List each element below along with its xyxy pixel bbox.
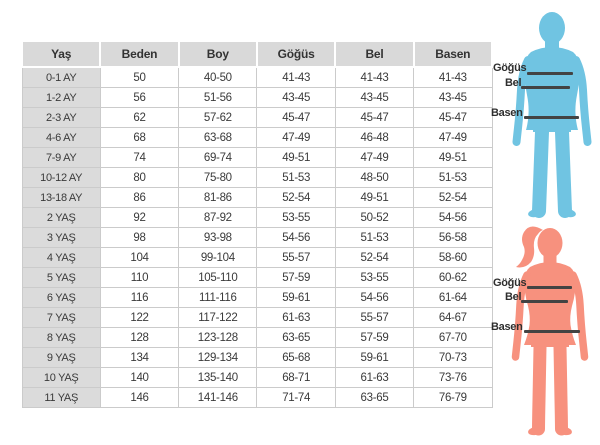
column-header: Yaş xyxy=(22,41,100,67)
age-cell: 5 YAŞ xyxy=(22,268,100,288)
value-cell: 140 xyxy=(100,368,178,388)
value-cell: 134 xyxy=(100,348,178,368)
boy-chest-line xyxy=(527,72,573,75)
value-cell: 87-92 xyxy=(179,208,257,228)
value-cell: 57-59 xyxy=(257,268,335,288)
value-cell: 65-68 xyxy=(257,348,335,368)
age-cell: 10 YAŞ xyxy=(22,368,100,388)
value-cell: 63-65 xyxy=(335,388,413,408)
table-row xyxy=(22,88,492,108)
age-cell: 1-2 AY xyxy=(22,88,100,108)
column-header: Göğüs xyxy=(257,41,335,67)
age-cell: 8 YAŞ xyxy=(22,328,100,348)
table-row xyxy=(22,288,492,308)
value-cell: 71-74 xyxy=(257,388,335,408)
value-cell: 54-56 xyxy=(335,288,413,308)
column-header: Basen xyxy=(414,41,492,67)
value-cell: 128 xyxy=(100,328,178,348)
value-cell: 98 xyxy=(100,228,178,248)
column-header: Bel xyxy=(335,41,413,67)
value-cell: 41-43 xyxy=(335,67,413,88)
girl-waist-line xyxy=(521,300,568,303)
value-cell: 64-67 xyxy=(414,308,492,328)
value-cell: 48-50 xyxy=(335,168,413,188)
value-cell: 110 xyxy=(100,268,178,288)
value-cell: 74 xyxy=(100,148,178,168)
value-cell: 99-104 xyxy=(179,248,257,268)
value-cell: 80 xyxy=(100,168,178,188)
value-cell: 55-57 xyxy=(335,308,413,328)
value-cell: 63-65 xyxy=(257,328,335,348)
table-header-row xyxy=(22,41,492,67)
table-row xyxy=(22,348,492,368)
age-cell: 7-9 AY xyxy=(22,148,100,168)
table-row xyxy=(22,128,492,148)
value-cell: 43-45 xyxy=(257,88,335,108)
value-cell: 41-43 xyxy=(257,67,335,88)
age-cell: 10-12 AY xyxy=(22,168,100,188)
table-row xyxy=(22,388,492,408)
age-cell: 6 YAŞ xyxy=(22,288,100,308)
value-cell: 92 xyxy=(100,208,178,228)
value-cell: 53-55 xyxy=(257,208,335,228)
value-cell: 56-58 xyxy=(414,228,492,248)
value-cell: 45-47 xyxy=(257,108,335,128)
value-cell: 76-79 xyxy=(414,388,492,408)
table-row xyxy=(22,308,492,328)
size-chart-table xyxy=(21,40,493,408)
value-cell: 70-73 xyxy=(414,348,492,368)
value-cell: 67-70 xyxy=(414,328,492,348)
table-row xyxy=(22,188,492,208)
table-row xyxy=(22,328,492,348)
age-cell: 2-3 AY xyxy=(22,108,100,128)
value-cell: 43-45 xyxy=(335,88,413,108)
value-cell: 49-51 xyxy=(257,148,335,168)
value-cell: 53-55 xyxy=(335,268,413,288)
girl-chest-line xyxy=(527,286,572,289)
value-cell: 63-68 xyxy=(179,128,257,148)
value-cell: 68-71 xyxy=(257,368,335,388)
girl-hips-line xyxy=(524,330,580,333)
table-row xyxy=(22,248,492,268)
value-cell: 105-110 xyxy=(179,268,257,288)
value-cell: 57-62 xyxy=(179,108,257,128)
boy-hips-label: Basen xyxy=(491,107,523,119)
value-cell: 41-43 xyxy=(414,67,492,88)
value-cell: 54-56 xyxy=(414,208,492,228)
value-cell: 57-59 xyxy=(335,328,413,348)
value-cell: 47-49 xyxy=(414,128,492,148)
value-cell: 61-63 xyxy=(335,368,413,388)
value-cell: 49-51 xyxy=(414,148,492,168)
value-cell: 129-134 xyxy=(179,348,257,368)
table-row xyxy=(22,67,492,88)
value-cell: 104 xyxy=(100,248,178,268)
value-cell: 51-53 xyxy=(257,168,335,188)
value-cell: 52-54 xyxy=(335,248,413,268)
value-cell: 146 xyxy=(100,388,178,408)
table-row xyxy=(22,368,492,388)
table-row xyxy=(22,228,492,248)
value-cell: 61-63 xyxy=(257,308,335,328)
boy-hips-line xyxy=(524,116,579,119)
value-cell: 50 xyxy=(100,67,178,88)
value-cell: 47-49 xyxy=(335,148,413,168)
value-cell: 86 xyxy=(100,188,178,208)
table-row xyxy=(22,148,492,168)
value-cell: 50-52 xyxy=(335,208,413,228)
boy-chest-label: Göğüs xyxy=(493,62,527,74)
value-cell: 68 xyxy=(100,128,178,148)
value-cell: 46-48 xyxy=(335,128,413,148)
value-cell: 45-47 xyxy=(414,108,492,128)
column-header: Beden xyxy=(100,41,178,67)
value-cell: 47-49 xyxy=(257,128,335,148)
table-row xyxy=(22,208,492,228)
value-cell: 61-64 xyxy=(414,288,492,308)
value-cell: 123-128 xyxy=(179,328,257,348)
column-header: Boy xyxy=(179,41,257,67)
value-cell: 62 xyxy=(100,108,178,128)
value-cell: 59-61 xyxy=(335,348,413,368)
value-cell: 122 xyxy=(100,308,178,328)
girl-waist-label: Bel xyxy=(505,291,522,303)
age-cell: 2 YAŞ xyxy=(22,208,100,228)
value-cell: 69-74 xyxy=(179,148,257,168)
value-cell: 51-53 xyxy=(335,228,413,248)
value-cell: 45-47 xyxy=(335,108,413,128)
value-cell: 51-56 xyxy=(179,88,257,108)
value-cell: 93-98 xyxy=(179,228,257,248)
value-cell: 111-116 xyxy=(179,288,257,308)
value-cell: 56 xyxy=(100,88,178,108)
age-cell: 4-6 AY xyxy=(22,128,100,148)
table-row xyxy=(22,268,492,288)
value-cell: 49-51 xyxy=(335,188,413,208)
value-cell: 117-122 xyxy=(179,308,257,328)
value-cell: 59-61 xyxy=(257,288,335,308)
age-cell: 3 YAŞ xyxy=(22,228,100,248)
value-cell: 55-57 xyxy=(257,248,335,268)
value-cell: 116 xyxy=(100,288,178,308)
value-cell: 135-140 xyxy=(179,368,257,388)
value-cell: 52-54 xyxy=(257,188,335,208)
value-cell: 81-86 xyxy=(179,188,257,208)
table-row xyxy=(22,108,492,128)
boy-waist-label: Bel xyxy=(505,77,522,89)
value-cell: 52-54 xyxy=(414,188,492,208)
value-cell: 73-76 xyxy=(414,368,492,388)
value-cell: 54-56 xyxy=(257,228,335,248)
value-cell: 58-60 xyxy=(414,248,492,268)
age-cell: 13-18 AY xyxy=(22,188,100,208)
age-cell: 11 YAŞ xyxy=(22,388,100,408)
age-cell: 7 YAŞ xyxy=(22,308,100,328)
girl-hips-label: Basen xyxy=(491,321,523,333)
value-cell: 43-45 xyxy=(414,88,492,108)
value-cell: 60-62 xyxy=(414,268,492,288)
value-cell: 75-80 xyxy=(179,168,257,188)
value-cell: 40-50 xyxy=(179,67,257,88)
age-cell: 0-1 AY xyxy=(22,67,100,88)
size-table-body xyxy=(22,67,492,408)
girl-chest-label: Göğüs xyxy=(493,277,527,289)
boy-waist-line xyxy=(521,86,570,89)
table-row xyxy=(22,168,492,188)
value-cell: 51-53 xyxy=(414,168,492,188)
value-cell: 141-146 xyxy=(179,388,257,408)
age-cell: 9 YAŞ xyxy=(22,348,100,368)
age-cell: 4 YAŞ xyxy=(22,248,100,268)
